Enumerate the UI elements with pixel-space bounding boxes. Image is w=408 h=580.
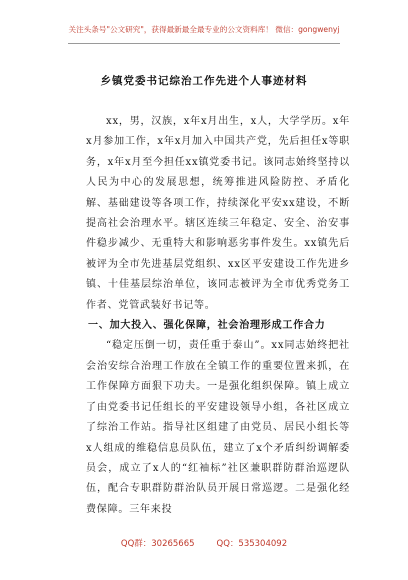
promo-banner: 关注头条号"公文研究"，获得最新最全最专业的公文资料库！ 微信：gongwenyj: [68, 25, 340, 34]
footer-qq: QQ：535304092: [216, 539, 288, 549]
footer-qq-group: QQ群：30265665: [120, 539, 195, 549]
document-title: 乡镇党委书记综治工作先进个人事迹材料: [100, 75, 308, 87]
section-heading: 一、加大投入、强化保障，社会治理形成工作合力: [88, 320, 326, 332]
paragraph-section-1: “稳定压倒一切，责任重于泰山”。xx同志始终把社会治安综合治理工作放在全镇工作的重要位置来抓，在工作保障方面狠下功夫。一是强化组织保障。镇上成立了由党委书记任组长的平安建设领导小组，各社区成立了综治工作站。指导社区组建了由党员、居民小组长等x人组成的维稳信息员队伍，建立了x个矛盾纠纷调解委员会，成立了x人的“红袖标”社区兼职群防群治巡逻队伍，配合专职群防群治队员开展日常巡逻。二是强化经费保障。三年来投: [86, 340, 350, 515]
footer-contact: [0, 537, 408, 549]
paragraph-intro: xx，男，汉族，x年x月出生，x人，大学学历。x年x月参加工作，x年x月加入中国共产党，先后担任x等职务，x年x月至今担任xx镇党委书记。该同志始终坚持以人民为中心的发展思想，统筹推进风险防控、矛盾化解、基础建设等各项工作，持续深化平安xx建设，不断提高社会治理水平。辖区连续三年稳定、安全、治安事件稳步减少、无重特大和影响恶劣事件发生。xx镇先后被评为全市先进基层党组织、xx区平安建设工作先进乡镇、十佳基层综治单位，该同志被评为全市优秀党务工作者、党管武装好书记等。: [86, 116, 350, 311]
header-divider: [68, 43, 340, 44]
document-body: [86, 112, 350, 520]
